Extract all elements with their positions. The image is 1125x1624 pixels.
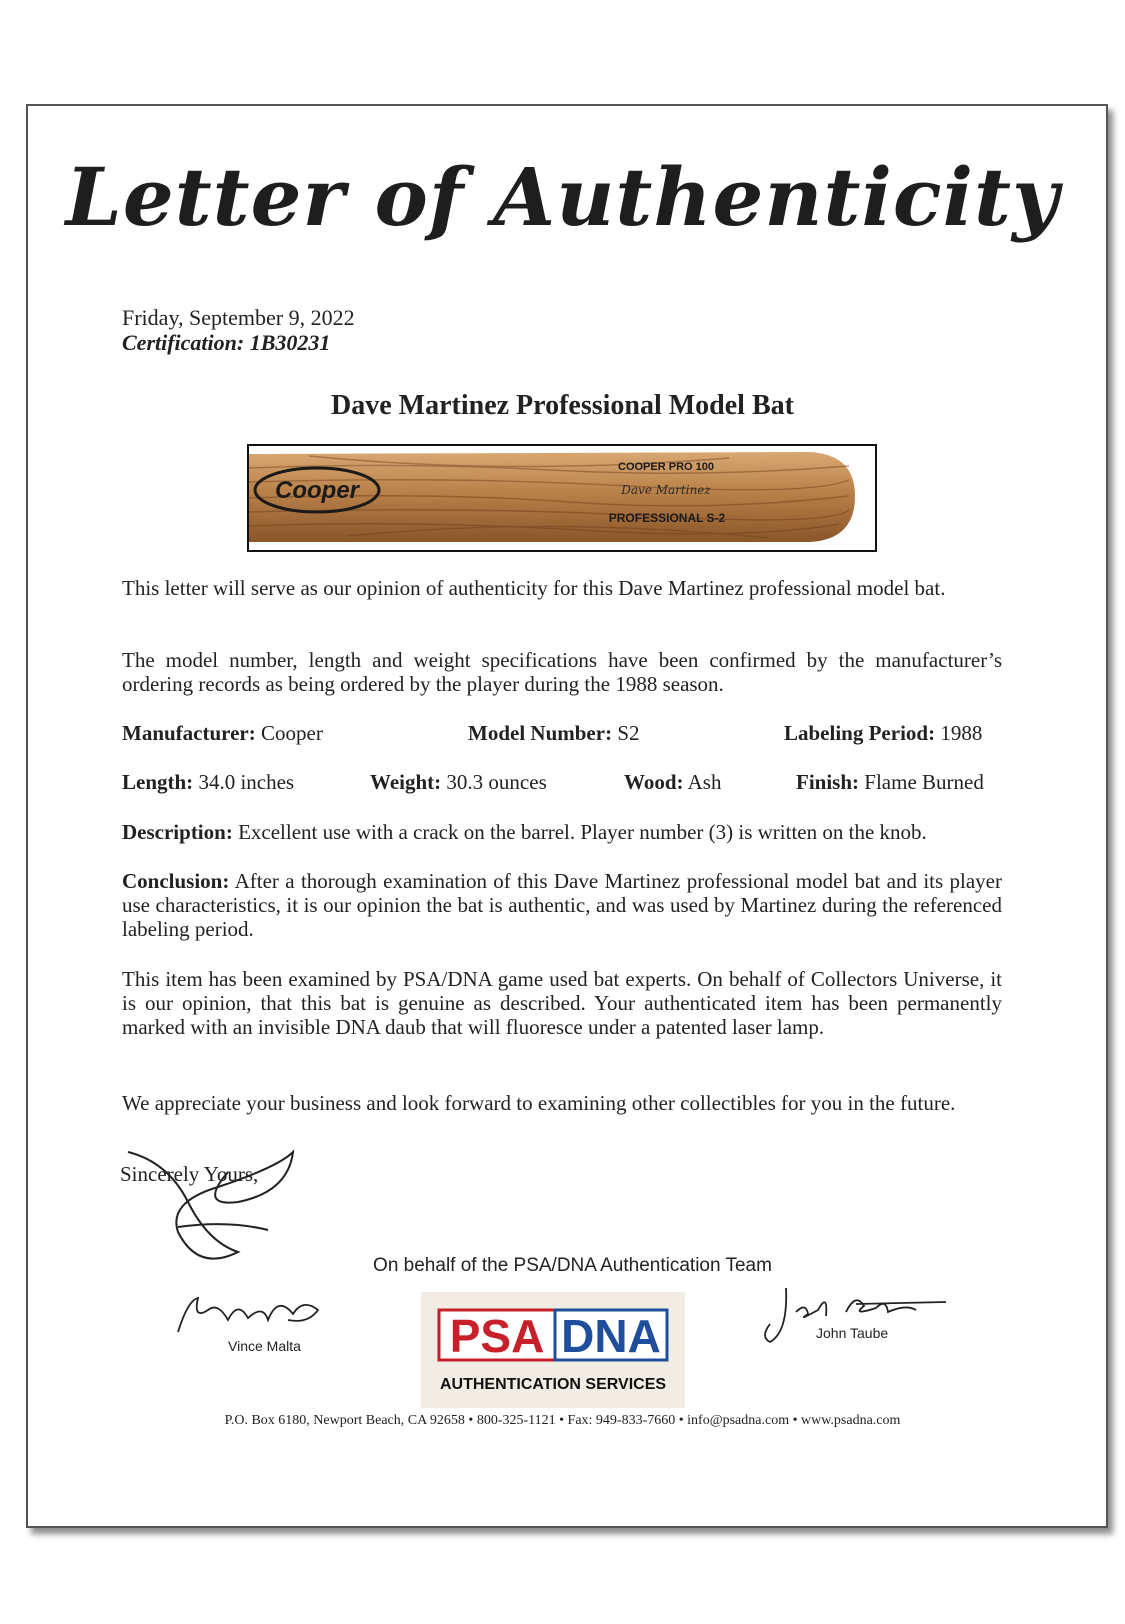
- logo-services-text: AUTHENTICATION SERVICES: [439, 1376, 667, 1393]
- specs-paragraph: The model number, length and weight specifications have been confirmed by the manufacturer’s ordering records as being ordered by the player during the 1988 season.: [122, 648, 1002, 696]
- letter-date: Friday, September 9, 2022: [122, 305, 355, 330]
- spec-label: Model Number:: [468, 721, 613, 745]
- signature-vince-malta: [168, 1290, 338, 1340]
- logo-psa: PSA: [449, 1310, 545, 1362]
- spec-label: Wood:: [624, 770, 684, 794]
- opinion-paragraph: This letter will serve as our opinion of authenticity for this Dave Martinez professional model bat.: [122, 576, 946, 600]
- conclusion-paragraph: [122, 869, 1002, 941]
- conclusion-label: Conclusion:: [122, 869, 230, 893]
- signer-left-name: Vince Malta: [228, 1338, 301, 1354]
- bat-signature: Dave Martinez: [621, 483, 711, 497]
- bat-brand: Cooper: [275, 477, 359, 504]
- description-text: Excellent use with a crack on the barrel. Player number (3) is written on the knob.: [238, 820, 927, 844]
- letter-title: [0, 150, 1125, 244]
- spec-label: Labeling Period:: [784, 721, 936, 745]
- spec-value: Cooper: [261, 721, 323, 745]
- spec-label: Weight:: [370, 770, 442, 794]
- bat-illustration: [249, 446, 875, 550]
- spec-label: Manufacturer:: [122, 721, 256, 745]
- spec-weight: [370, 770, 547, 795]
- certification-number: 1B30231: [249, 330, 331, 355]
- behalf-line: On behalf of the PSA/DNA Authentication Team: [373, 1255, 772, 1276]
- spec-value: S2: [617, 721, 640, 745]
- description-paragraph: [122, 820, 1002, 844]
- logo-dna: DNA: [561, 1310, 661, 1362]
- examined-paragraph: This item has been examined by PSA/DNA game used bat experts. On behalf of Collectors Universe, it is our opinion, that this bat is genuine as described. Your authenticated item has been permanently marked with an invisible DNA daub that will fluoresce under a patented laser lamp.: [122, 967, 1002, 1039]
- bat-model-line: COOPER PRO 100: [618, 461, 714, 473]
- closing-text: Sincerely Yours,: [120, 1162, 259, 1186]
- conclusion-text: After a thorough examination of this Dave Martinez professional model bat and its player use characteristics, it is our opinion the bat is authentic, and was used by Martinez during the referenced labeling period.: [122, 869, 1002, 941]
- spec-label: Finish:: [796, 770, 860, 794]
- spec-model-number: [468, 721, 640, 746]
- thanks-paragraph: We appreciate your business and look forward to examining other collectibles for you in the future.: [122, 1091, 956, 1115]
- letter-title-text: Letter of Authenticity: [65, 150, 1060, 244]
- bat-type: PROFESSIONAL S-2: [608, 511, 726, 525]
- spec-length: [122, 770, 294, 795]
- spec-value: 34.0 inches: [198, 770, 295, 794]
- spec-labeling-period: [784, 721, 982, 746]
- spec-finish: [796, 770, 984, 795]
- bat-photo: [247, 444, 877, 552]
- footer-address: P.O. Box 6180, Newport Beach, CA 92658 • 800-325-1121 • Fax: 949-833-7660 • info@psadna.com • www.psadna.com: [224, 1413, 901, 1428]
- spec-value: 30.3 ounces: [446, 770, 547, 794]
- spec-value: Flame Burned: [864, 770, 984, 794]
- spec-manufacturer: [122, 721, 323, 746]
- spec-value: Ash: [687, 770, 722, 794]
- signer-right-name: John Taube: [816, 1325, 889, 1341]
- item-heading: Dave Martinez Professional Model Bat: [331, 390, 794, 421]
- psa-dna-mark: [421, 1292, 685, 1372]
- signature-john-taube: [756, 1282, 956, 1352]
- spec-value: 1988: [940, 721, 983, 745]
- spec-wood: [624, 770, 721, 795]
- spec-label: Length:: [122, 770, 194, 794]
- certification-line: [122, 330, 330, 356]
- description-label: Description:: [122, 820, 233, 844]
- certification-label: Certification:: [122, 330, 245, 355]
